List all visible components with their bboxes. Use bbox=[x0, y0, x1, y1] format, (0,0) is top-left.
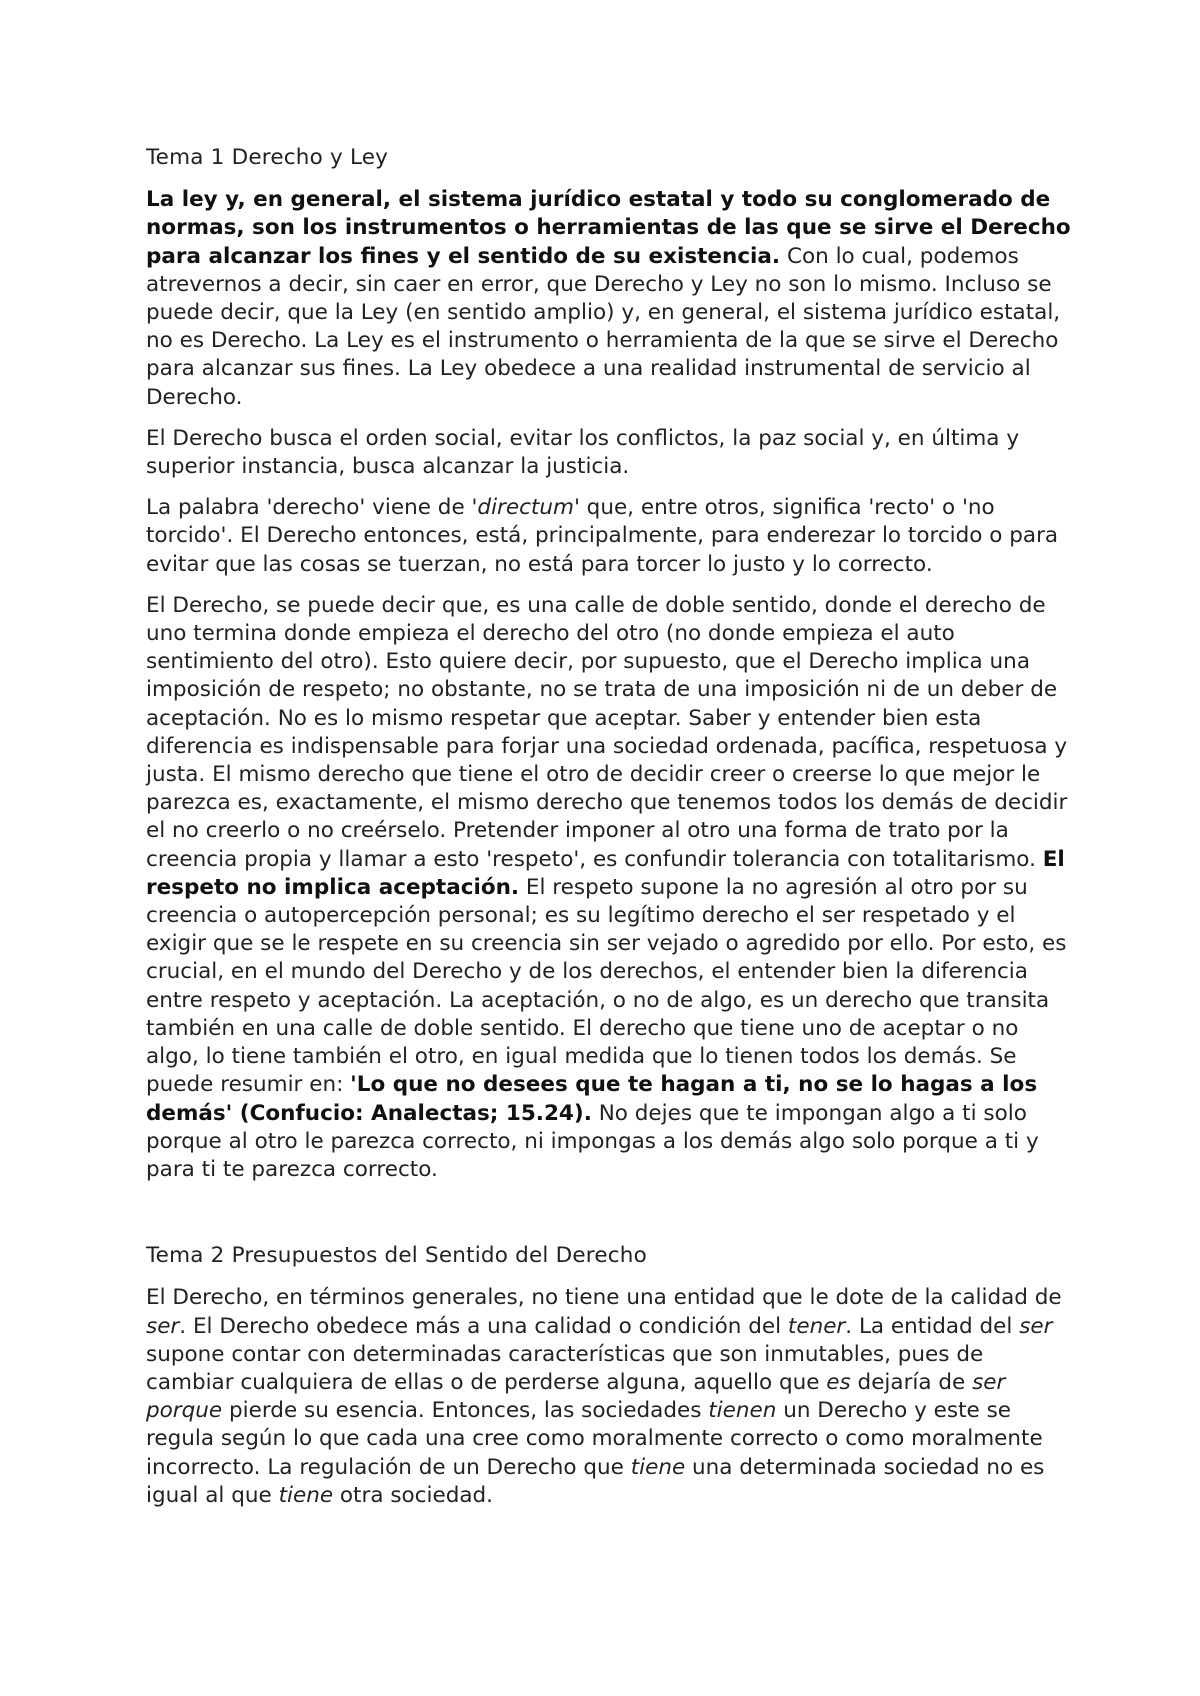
text-run: un Derecho y este se regula según lo que cada una cree como moralmente correcto o como moralmente incorrecto. La regulación de un Derecho que bbox=[146, 1398, 1043, 1480]
text-run: Con lo cual, podemos atrevernos a decir, sin caer en error, que Derecho y Ley no son lo mismo. Incluso se puede decir, que la Ley (en sentido amplio) y, en general, el sistema jurídico estatal, no es Derecho. La Ley es el instrumento o herramienta de la que se sirve el Derecho para alcanzar sus fines. La Ley obedece a una realidad instrumental de servicio al Derecho. bbox=[146, 243, 1061, 410]
paragraph bbox=[146, 186, 1071, 412]
text-run: El Derecho busca el orden social, evitar los conflictos, la paz social y, en última y superior instancia, busca alcanzar la justicia. bbox=[146, 425, 1020, 480]
section-tema-2 bbox=[146, 1242, 1071, 1510]
text-run: otra sociedad. bbox=[333, 1482, 494, 1508]
text-run: dejaría de bbox=[850, 1369, 973, 1395]
paragraph bbox=[146, 1284, 1071, 1510]
italic-text: ser porque bbox=[146, 1369, 1006, 1424]
document-page bbox=[146, 144, 1071, 1523]
text-run: supone contar con determinadas características que son inmutables, pues de cambiar cualquiera de ellas o de perderse alguna, aquello que bbox=[146, 1341, 984, 1395]
paragraph bbox=[146, 425, 1071, 481]
text-run: pierde su esencia. Entonces, las sociedades bbox=[222, 1398, 709, 1424]
text-run: No dejes que te impongan algo a ti solo porque al otro le parezca correcto, ni impongas a los demás algo solo porque a ti y para ti te parezca correcto. bbox=[146, 1100, 1039, 1182]
italic-text: tiene bbox=[630, 1454, 686, 1480]
section-tema-1 bbox=[146, 144, 1071, 1184]
italic-text: tener bbox=[787, 1313, 846, 1339]
bold-text: 'Lo que no desees que te hagan a ti, no se lo hagas a los demás' (Confucio: Analectas; 15.24). bbox=[146, 1072, 1038, 1126]
italic-text: tienen bbox=[708, 1398, 777, 1424]
bold-text: La ley y, en general, el sistema jurídico estatal y todo su conglomerado de normas, son los instrumentos o herramientas de las que se sirve el Derecho para alcanzar los fines y el sentido de su existencia. bbox=[146, 187, 1071, 269]
italic-text: tiene bbox=[278, 1482, 334, 1508]
text-run: . El Derecho obedece más a una calidad o condición del bbox=[179, 1313, 788, 1339]
text-run: . La entidad del bbox=[845, 1313, 1020, 1339]
paragraph bbox=[146, 494, 1071, 579]
text-run: El respeto supone la no agresión al otro por su creencia o autopercepción personal; es su legítimo derecho el ser respetado y el exigir que se le respete en su creencia sin ser vejado o agredido por ello. Por esto, es crucial, en el mundo del Derecho y de los derechos, el entender bien la diferencia entre respeto y aceptación. La aceptación, o no de algo, es un derecho que transita también en una calle de doble sentido. El derecho que tiene uno de aceptar o no algo, lo tiene también el otro, en igual medida que lo tienen todos los demás. Se puede resumir en: bbox=[146, 874, 1067, 1098]
bold-text: El respeto no implica aceptación. bbox=[146, 846, 1065, 900]
italic-text: directum bbox=[477, 495, 574, 521]
text-run: La palabra 'derecho' viene de ' bbox=[146, 495, 478, 521]
section-title: Tema 2 Presupuestos del Sentido del Derecho bbox=[146, 1243, 647, 1269]
italic-text: es bbox=[826, 1369, 851, 1395]
text-run: El Derecho, se puede decir que, es una calle de doble sentido, donde el derecho de uno termina donde empieza el derecho del otro (no donde empieza el auto sentimiento del otro). Esto quiere decir, por supuesto, que el Derecho implica una imposición de respeto; no obstante, no se trata de una imposición ni de un deber de aceptación. No es lo mismo respetar que aceptar. Saber y entender bien esta diferencia es indispensable para forjar una sociedad ordenada, pacífica, respetuosa y justa. El mismo derecho que tiene el otro de decidir creer o creerse lo que mejor le parezca es, exactamente, el mismo derecho que tenemos todos los demás de decidir el no creerlo o no creérselo. Pretender imponer al otro una forma de trato por la creencia propia y llamar a esto 'respeto', es confundir tolerancia con totalitarismo. bbox=[146, 592, 1068, 872]
italic-text: ser bbox=[146, 1313, 180, 1339]
text-run: ' que, entre otros, significa 'recto' o 'no torcido'. El Derecho entonces, está, principalmente, para enderezar lo torcido o para evitar que las cosas se tuerzan, no está para torcer lo justo y lo correcto. bbox=[146, 495, 1059, 577]
italic-text: ser bbox=[1019, 1313, 1053, 1339]
text-run: El Derecho, en términos generales, no tiene una entidad que le dote de la calidad de bbox=[146, 1285, 1062, 1311]
text-run: una determinada sociedad no es igual al que bbox=[146, 1454, 1045, 1508]
section-title: Tema 1 Derecho y Ley bbox=[146, 145, 389, 170]
paragraph bbox=[146, 592, 1071, 1184]
